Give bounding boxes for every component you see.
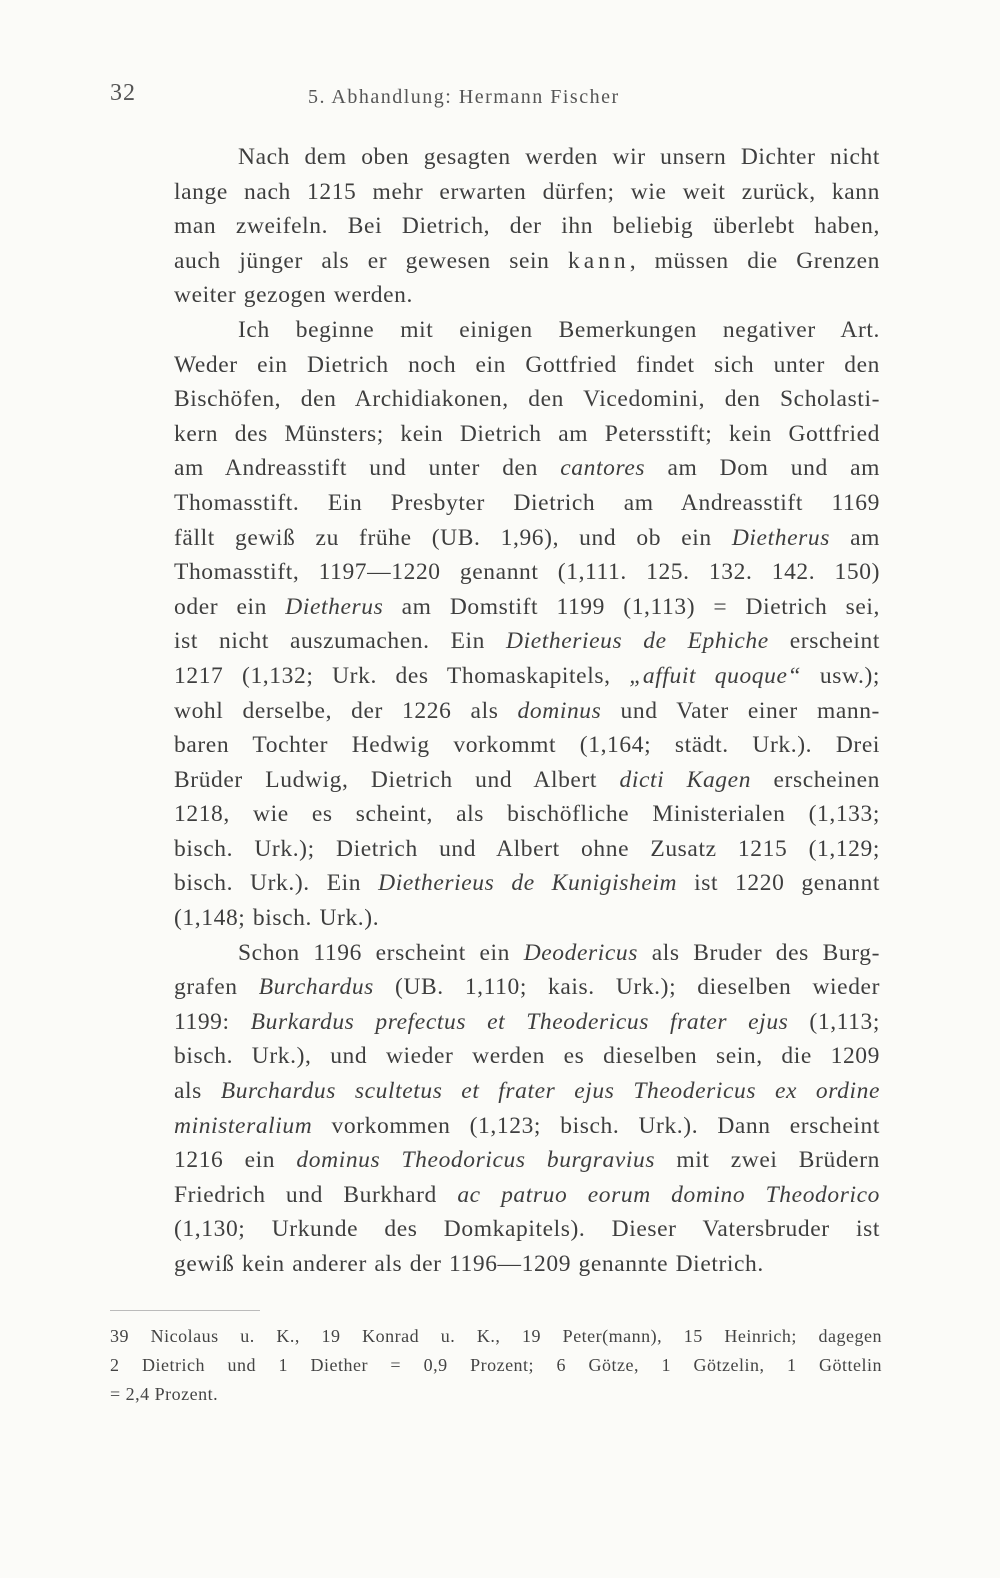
text-span: mit zwei Brüdern: [676, 1147, 880, 1174]
text-line: [110, 521, 880, 556]
text-span: am Andreasstift und unter den: [174, 455, 538, 482]
text-line: bisch. Urk.), und wieder werden es dieselben sein, die 1209: [174, 1043, 880, 1070]
paragraph-1: [110, 140, 880, 313]
text-line: [110, 1109, 880, 1144]
text-span: 1216 ein: [174, 1147, 276, 1174]
italic-span: „affuit quoque“: [629, 662, 802, 689]
text-span: erscheinen: [773, 766, 880, 793]
text-line: Nach dem oben gesagten werden wir unsern Dichter nicht: [238, 144, 880, 170]
italic-span: Dietherieus de Kunigisheim: [378, 870, 678, 897]
text-span: auch jünger als er gewesen sein: [174, 247, 550, 274]
text-line: [110, 1005, 880, 1040]
italic-span: Burkardus prefectus et Theodericus frater ejus: [250, 1008, 789, 1035]
text-span: 1217 (1,132; Urk. des Thomaskapitels,: [174, 662, 611, 689]
text-line: (1,130; Urkunde des Domkapitels). Dieser Vatersbruder ist: [174, 1216, 880, 1243]
text-span: als: [174, 1078, 202, 1105]
text-span: (UB. 1,110; kais. Urk.); dieselben wieder: [395, 974, 881, 1001]
italic-span: ac patruo eorum domino Theodorico: [457, 1181, 880, 1208]
text-span: ist nicht auszumachen. Ein: [174, 628, 486, 655]
text-span: am Domstift 1199 (1,113) = Dietrich sei,: [401, 593, 881, 620]
italic-span: dominus: [517, 697, 602, 724]
text-line: kern des Münsters; kein Dietrich am Petersstift; kein Gottfried: [174, 420, 880, 447]
text-line: man zweifeln. Bei Dietrich, der ihn beliebig überlebt haben,: [174, 213, 880, 240]
emphasis-spaced: kann: [568, 247, 630, 274]
footnote-line: 39 Nicolaus u. K., 19 Konrad u. K., 19 Peter(mann), 15 Heinrich; dagegen: [110, 1326, 882, 1346]
italic-span: Dietherus: [731, 524, 830, 551]
text-line: [110, 1143, 880, 1178]
text-line: [110, 866, 880, 901]
paragraph-2: [110, 313, 880, 936]
text-line: [110, 624, 880, 659]
text-line: Weder ein Dietrich noch ein Gottfried findet sich unter den: [174, 351, 880, 378]
text-line: Ich beginne mit einigen Bemerkungen negativer Art.: [238, 316, 880, 343]
text-line: [110, 244, 880, 279]
text-span: als Bruder des Burg-: [651, 939, 880, 966]
text-line: Thomasstift, 1197—1220 genannt (1,111. 125. 132. 142. 150): [174, 559, 880, 586]
text-line: lange nach 1215 mehr erwarten dürfen; wie weit zurück, kann: [174, 178, 880, 205]
text-span: Friedrich und Burkhard: [174, 1181, 437, 1208]
text-span: ist 1220 genannt: [694, 870, 880, 897]
text-line: [110, 694, 880, 729]
paragraph-3: [110, 936, 880, 1282]
footnote-line: = 2,4 Prozent.: [110, 1384, 219, 1404]
text-line: 1218, wie es scheint, als bischöfliche Ministerialen (1,133;: [174, 801, 880, 828]
text-span: am: [850, 524, 881, 551]
text-line: bisch. Urk.); Dietrich und Albert ohne Zusatz 1215 (1,129;: [174, 835, 880, 862]
italic-span: Burchardus: [258, 974, 374, 1001]
text-line: [110, 590, 880, 625]
italic-span: Dietherieus de Ephiche: [506, 628, 769, 655]
italic-span: dicti Kagen: [619, 766, 752, 793]
text-line: [110, 1178, 880, 1213]
running-head: 5. Abhandlung: Hermann Fischer: [308, 86, 620, 108]
text-span: wohl derselbe, der 1226 als: [174, 697, 499, 724]
italic-span: Dietherus: [285, 593, 384, 620]
italic-span: Deodericus: [523, 939, 639, 966]
footnote-line: 2 Dietrich und 1 Diether = 0,9 Prozent; 6 Götze, 1 Götzelin, 1 Göttelin: [110, 1355, 882, 1375]
text-span: Brüder Ludwig, Dietrich und Albert: [174, 766, 598, 793]
text-line: baren Tochter Hedwig vorkommt (1,164; städt. Urk.). Drei: [174, 732, 880, 759]
text-line: Thomasstift. Ein Presbyter Dietrich am Andreasstift 1169: [174, 489, 880, 516]
text-line: [110, 936, 880, 971]
text-span: grafen: [174, 974, 238, 1001]
footnotes: [110, 1322, 882, 1409]
text-span: bisch. Urk.). Ein: [174, 870, 362, 897]
text-span: Schon 1196 erscheint ein: [238, 939, 511, 966]
text-span: fällt gewiß zu frühe (UB. 1,96), und ob ein: [174, 524, 712, 551]
text-span: 1199:: [174, 1008, 230, 1035]
text-span: usw.);: [819, 662, 881, 689]
text-line: [110, 1074, 880, 1109]
text-line: gewiß kein anderer als der 1196—1209 genannte Dietrich.: [174, 1251, 764, 1277]
footnote-divider: [110, 1310, 260, 1311]
italic-span: cantores: [560, 455, 646, 482]
text-line: [110, 451, 880, 486]
italic-span: dominus Theodoricus burgravius: [296, 1147, 656, 1174]
text-line: weiter gezogen werden.: [174, 282, 413, 309]
text-span: , müssen die Grenzen: [629, 247, 880, 274]
italic-span: ministeralium: [174, 1112, 313, 1139]
text-span: vorkommen (1,123; bisch. Urk.). Dann erscheint: [331, 1112, 880, 1139]
text-span: (1,113;: [809, 1008, 880, 1035]
text-span: erscheint: [789, 628, 880, 655]
text-line: [110, 970, 880, 1005]
text-line: Bischöfen, den Archidiakonen, den Vicedomini, den Scholasti-: [174, 386, 880, 413]
text-line: [110, 763, 880, 798]
text-span: und Vater einer mann-: [620, 697, 880, 724]
text-line: (1,148; bisch. Urk.).: [174, 905, 380, 932]
text-span: am Dom und am: [667, 455, 881, 482]
page-number: 32: [110, 80, 136, 106]
text-line: [110, 659, 880, 694]
body-text: [110, 140, 880, 1282]
text-span: oder ein: [174, 593, 267, 620]
italic-span: Burchardus scultetus et frater ejus Theodericus ex ordine: [220, 1078, 880, 1105]
